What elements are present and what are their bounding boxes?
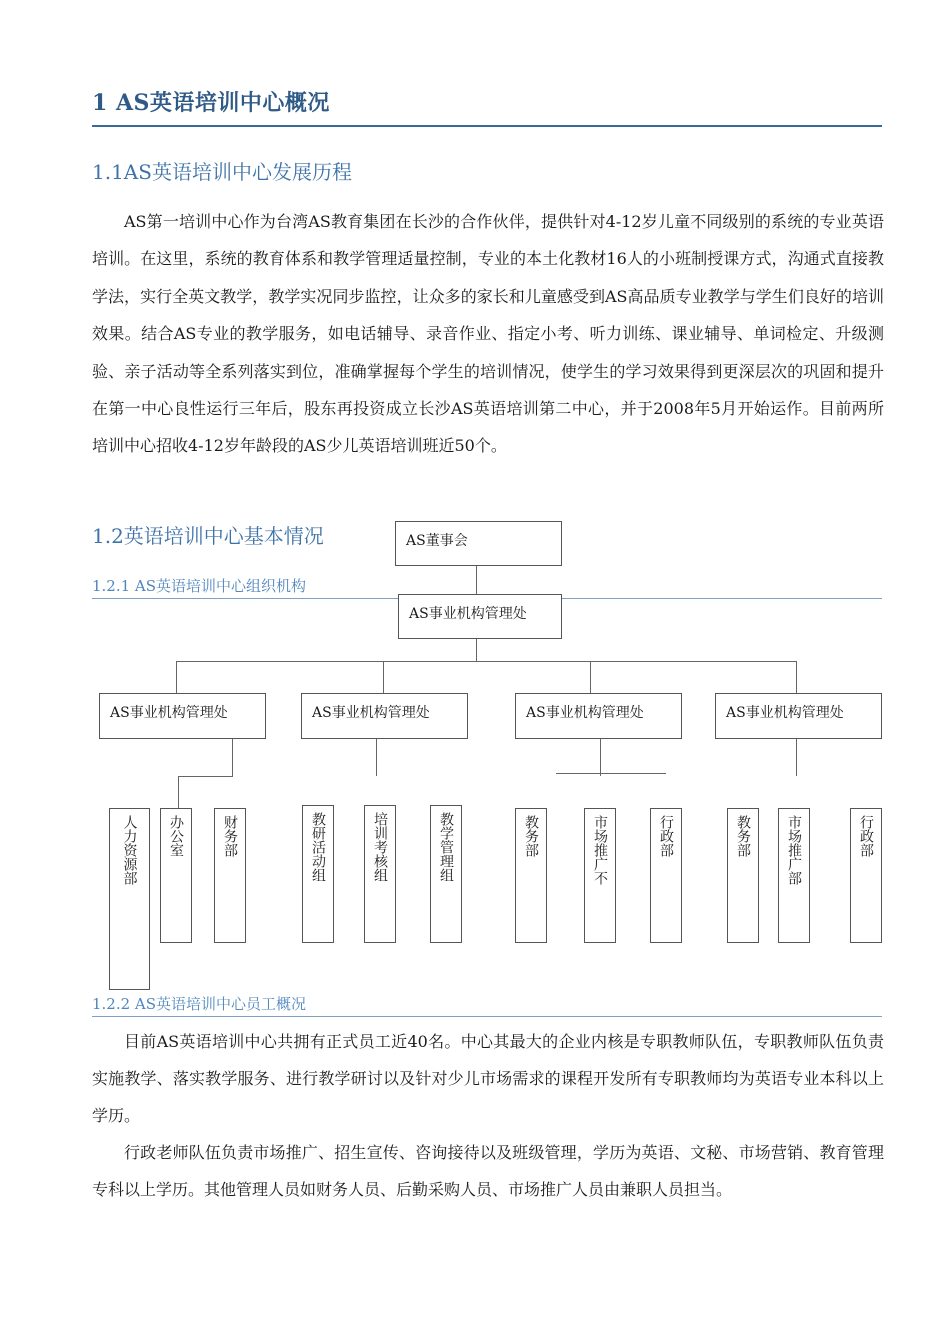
connector — [383, 661, 384, 693]
heading-1-rule — [92, 125, 882, 127]
org-box-branch — [515, 693, 682, 739]
connector — [176, 661, 797, 662]
connector — [590, 661, 591, 693]
dept-label: 人力资源部 — [121, 815, 138, 885]
connector — [796, 661, 797, 693]
section-1-1-title: 1.1AS英语培训中心发展历程 — [92, 160, 352, 184]
connector — [176, 661, 177, 693]
connector — [556, 773, 666, 774]
heading-1: 1 AS英语培训中心概况 — [92, 90, 330, 116]
dept-box — [850, 808, 882, 943]
section-1-2-1-title: 1.2.1 AS英语培训中心组织机构 — [92, 577, 307, 595]
connector — [178, 776, 233, 777]
dept-label: 行政部 — [658, 815, 674, 857]
section-1-2-2-title: 1.2.2 AS英语培训中心员工概况 — [92, 995, 307, 1013]
org-box-branch-label: AS事业机构管理处 — [110, 705, 228, 721]
dept-box — [109, 808, 150, 990]
org-box-branch-label: AS事业机构管理处 — [726, 705, 844, 721]
connector — [232, 739, 233, 776]
dept-box — [584, 808, 616, 943]
dept-label: 行政部 — [858, 815, 874, 857]
dept-box — [430, 805, 462, 943]
section-1-2-title: 1.2英语培训中心基本情况 — [92, 524, 324, 548]
dept-label: 教学管理组 — [438, 812, 454, 882]
connector — [796, 739, 797, 776]
dept-box — [515, 808, 547, 943]
org-box-management-label: AS事业机构管理处 — [409, 606, 527, 622]
dept-label: 财务部 — [222, 815, 238, 857]
section-1-1-paragraph: AS第一培训中心作为台湾AS教育集团在长沙的合作伙伴，提供针对4-12岁儿童不同级别的系统的专业英语培训。在这里，系统的教育体系和教学管理适量控制，专业的本土化教材16人的小班制授课方式，沟通式直接教学法，实行全英文教学，教学实况同步监控，让众多的家长和儿童感受到AS高品质专业教学与学生们良好的培训效果。结合AS专业的教学服务，如电话辅导、录音作业、指定小考、听力训练、课业辅导、单词检定、升级测验、亲子活动等全系列落实到位，准确掌握每个学生的培训情况，使学生的学习效果得到更深层次的巩固和提升在第一中心良性运行三年后，股东再投资成立长沙AS英语培训第二中心，并于2008年5月开始运作。目前两所培训中心招收4-12岁年龄段的AS少儿英语培训班近50个。 — [92, 212, 884, 456]
dept-box — [650, 808, 682, 943]
org-box-branch — [715, 693, 882, 739]
connector — [600, 739, 601, 776]
dept-box — [364, 805, 396, 943]
dept-box — [302, 805, 334, 943]
org-box-branch — [301, 693, 468, 739]
org-box-board-label: AS董事会 — [406, 533, 468, 549]
org-box-board — [395, 521, 562, 566]
org-box-management — [398, 594, 562, 639]
section-1-2-2-paragraph-1: 目前AS英语培训中心共拥有正式员工近40名。中心其最大的企业内核是专职教师队伍，专职教师队伍负责实施教学、落实教学服务、进行教学研讨以及针对少儿市场需求的课程开发所有专职教师均为英语专业本科以上学历。 — [92, 1032, 884, 1125]
dept-label: 办公室 — [168, 815, 184, 857]
dept-box — [160, 808, 192, 943]
org-box-branch — [99, 693, 266, 739]
org-box-branch-label: AS事业机构管理处 — [526, 705, 644, 721]
dept-label: 教务部 — [735, 815, 751, 857]
dept-label: 市场推广部 — [786, 815, 802, 885]
connector — [476, 566, 477, 594]
dept-box — [214, 808, 246, 943]
dept-label: 市场推广不 — [592, 815, 608, 885]
connector — [376, 739, 377, 776]
org-box-branch-label: AS事业机构管理处 — [312, 705, 430, 721]
dept-box — [727, 808, 759, 943]
dept-label: 教务部 — [523, 815, 539, 857]
connector — [476, 639, 477, 661]
dept-label: 教研活动组 — [310, 812, 326, 882]
connector — [178, 776, 179, 808]
dept-label: 培训考核组 — [372, 812, 388, 882]
section-1-2-2-rule — [92, 1016, 882, 1017]
dept-box — [778, 808, 810, 943]
section-1-2-2-paragraph-2: 行政老师队伍负责市场推广、招生宣传、咨询接待以及班级管理，学历为英语、文秘、市场营销、教育管理专科以上学历。其他管理人员如财务人员、后勤采购人员、市场推广人员由兼职人员担当。 — [92, 1143, 884, 1199]
